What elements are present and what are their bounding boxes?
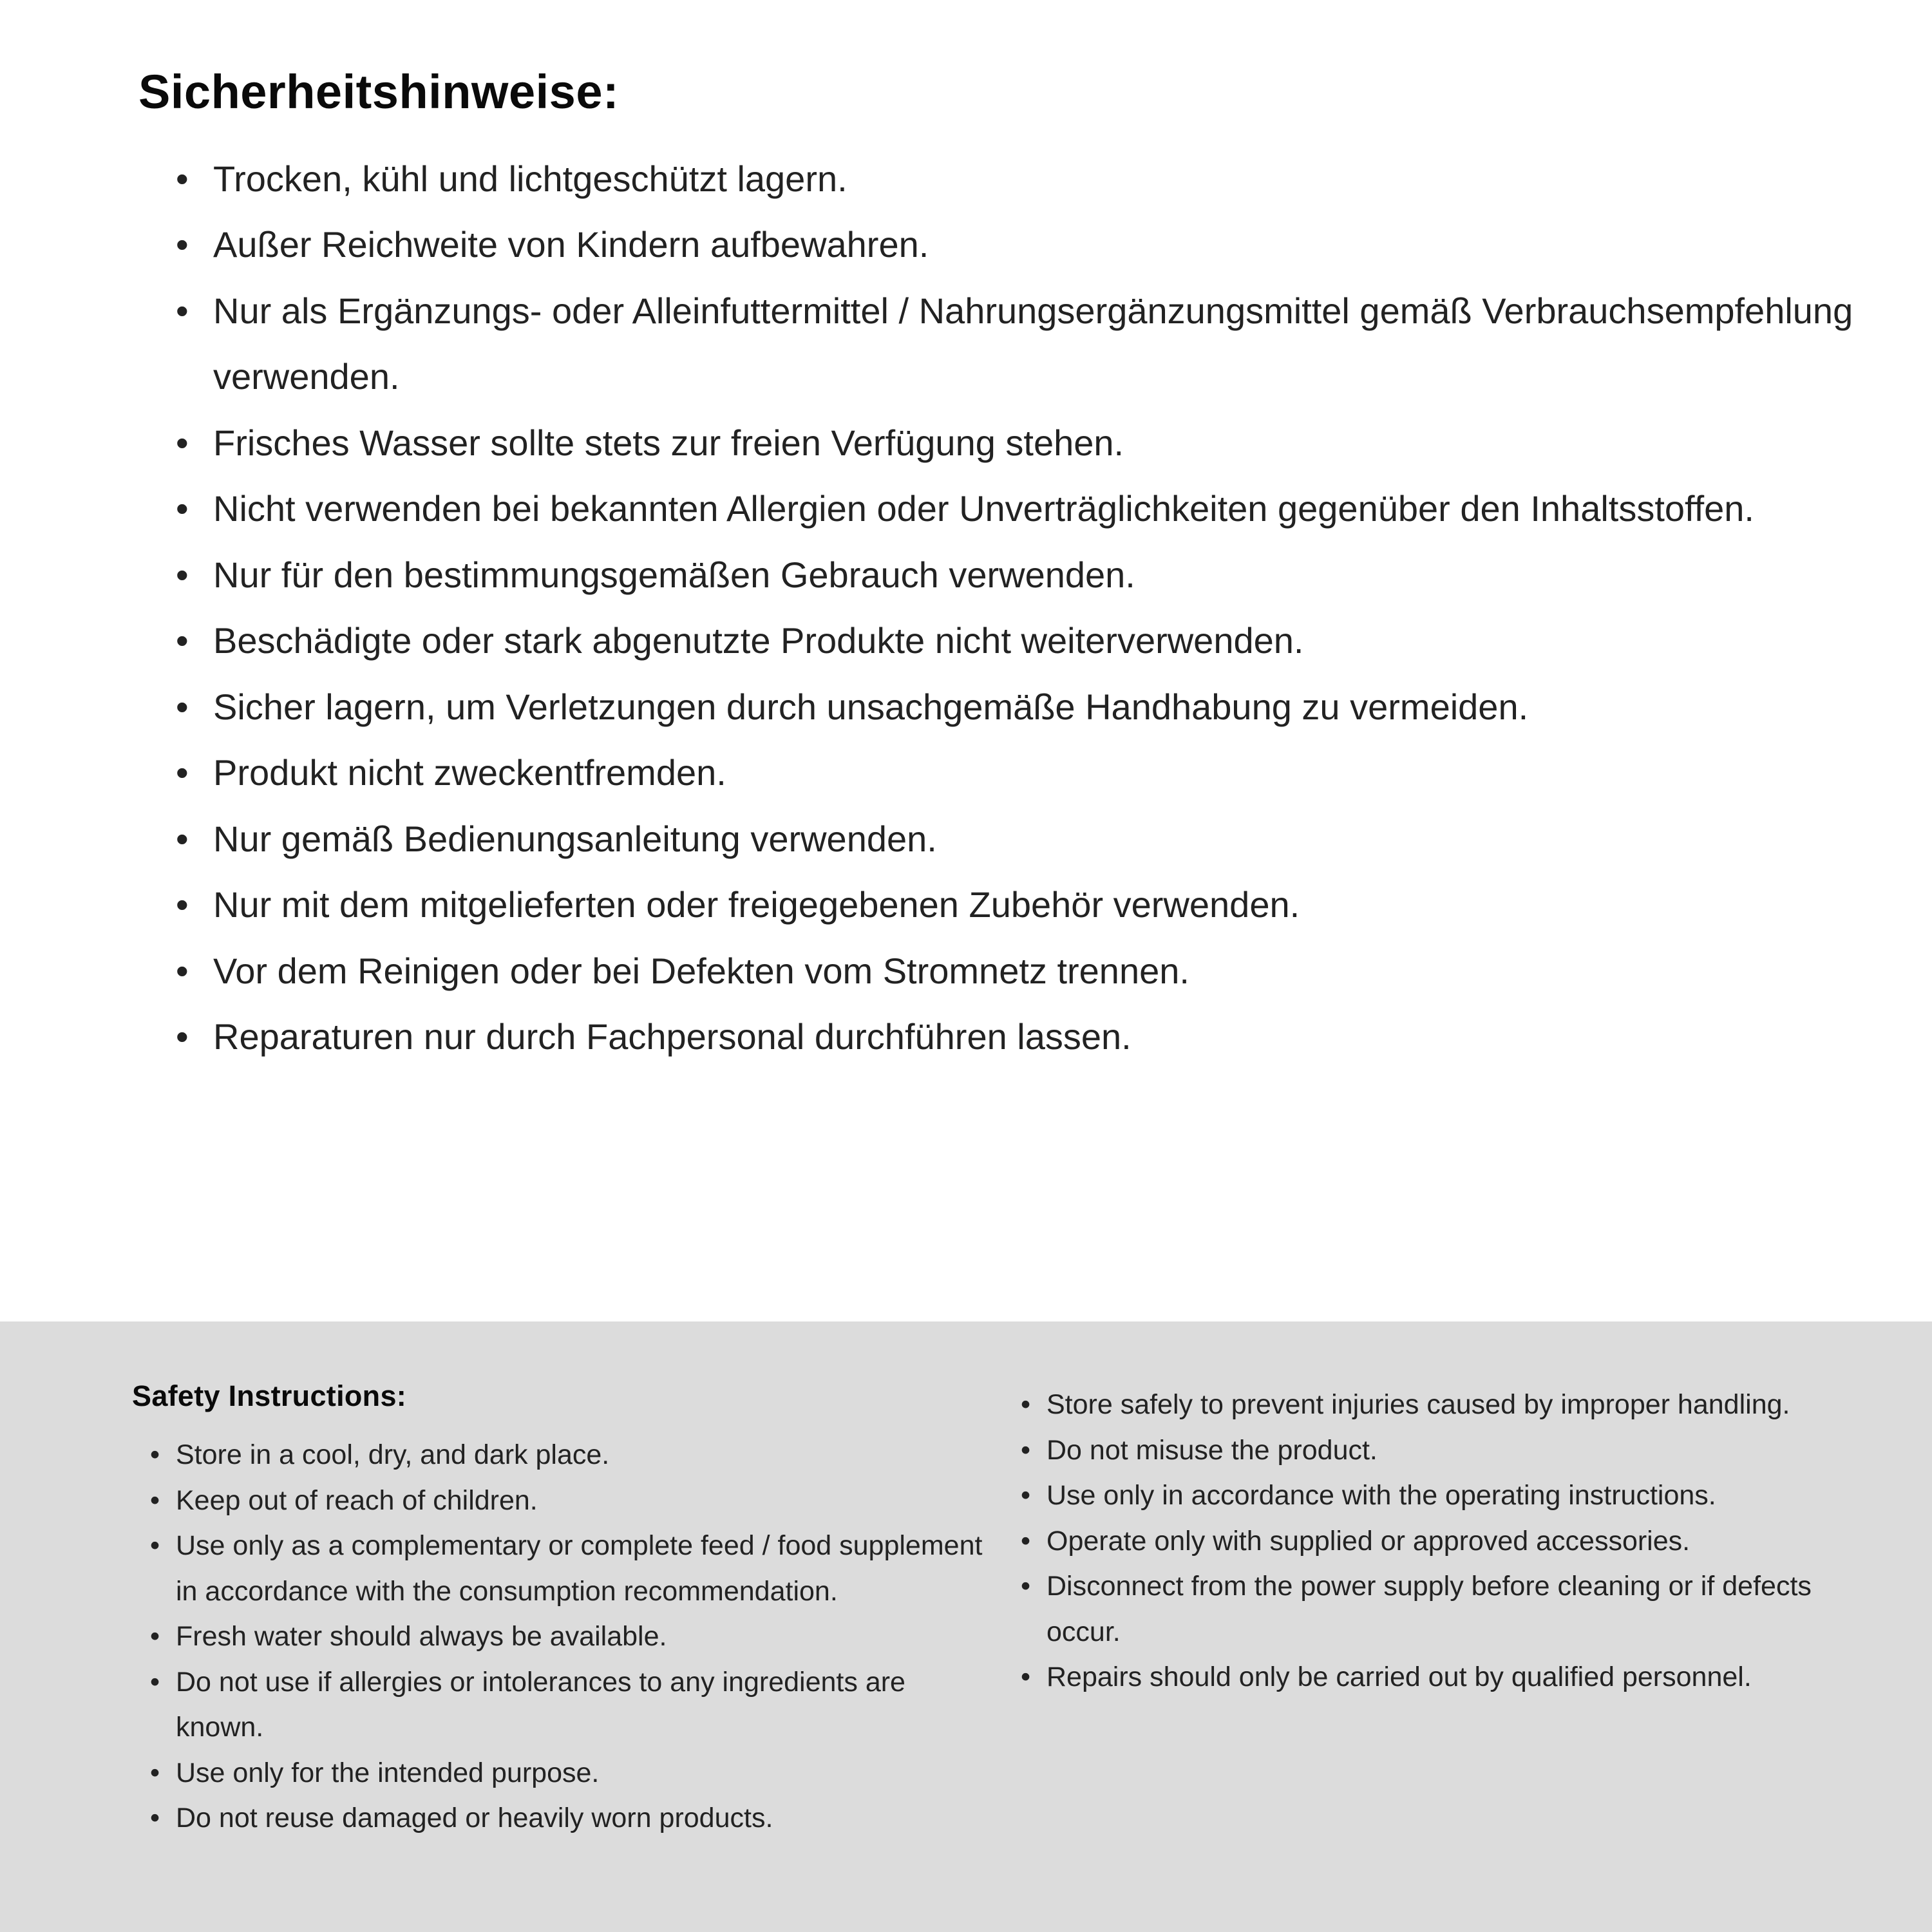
list-item: • Use only in accordance with the operating instructions.: [1021, 1473, 1842, 1519]
list-item: • Vor dem Reinigen oder bei Defekten vom Stromnetz trennen.: [176, 938, 1861, 1004]
list-item: • Repairs should only be carried out by qualified personnel.: [1021, 1654, 1842, 1700]
list-item: • Beschädigte oder stark abgenutzte Produkte nicht weiterverwenden.: [176, 608, 1861, 674]
list-item: • Use only for the intended purpose.: [150, 1750, 989, 1796]
list-item: • Use only as a complementary or complete feed / food supplement in accordance with the consumption recommendation.: [150, 1523, 989, 1614]
list-item: • Nur als Ergänzungs- oder Alleinfuttermittel / Nahrungsergänzungsmittel gemäß Verbrauchsempfehlung verwenden.: [176, 278, 1861, 410]
list-item: • Store in a cool, dry, and dark place.: [150, 1432, 989, 1478]
list-item: • Do not reuse damaged or heavily worn products.: [150, 1795, 989, 1841]
list-item: • Do not misuse the product.: [1021, 1428, 1842, 1473]
english-safety-section: [0, 1321, 1932, 1932]
list-item: • Reparaturen nur durch Fachpersonal durchführen lassen.: [176, 1004, 1861, 1070]
list-item: • Do not use if allergies or intolerances to any ingredients are known.: [150, 1660, 989, 1750]
list-item: • Keep out of reach of children.: [150, 1478, 989, 1524]
english-left-column: [132, 1379, 989, 1932]
english-left-list: [150, 1432, 989, 1841]
list-item: • Store safely to prevent injuries caused by improper handling.: [1021, 1382, 1842, 1428]
list-item: • Produkt nicht zweckentfremden.: [176, 740, 1861, 806]
list-item: • Operate only with supplied or approved accessories.: [1021, 1519, 1842, 1564]
list-item: • Disconnect from the power supply before cleaning or if defects occur.: [1021, 1564, 1842, 1654]
list-item: • Nur für den bestimmungsgemäßen Gebrauch verwenden.: [176, 542, 1861, 608]
list-item: • Fresh water should always be available.: [150, 1614, 989, 1660]
list-item: • Nicht verwenden bei bekannten Allergien oder Unverträglichkeiten gegenüber den Inhaltsstoffen.: [176, 476, 1861, 542]
english-heading: Safety Instructions:: [132, 1379, 407, 1412]
list-item: • Nur gemäß Bedienungsanleitung verwenden.: [176, 806, 1861, 872]
list-item: • Außer Reichweite von Kindern aufbewahren.: [176, 212, 1861, 278]
german-safety-list: [176, 146, 1861, 1070]
list-item: • Frisches Wasser sollte stets zur freien Verfügung stehen.: [176, 410, 1861, 476]
english-right-list: [1021, 1382, 1842, 1700]
list-item: • Nur mit dem mitgelieferten oder freigegebenen Zubehör verwenden.: [176, 872, 1861, 938]
english-right-column: [1021, 1379, 1842, 1932]
list-item: • Sicher lagern, um Verletzungen durch unsachgemäße Handhabung zu vermeiden.: [176, 674, 1861, 740]
german-heading: Sicherheitshinweise:: [138, 65, 620, 118]
list-item: • Trocken, kühl und lichtgeschützt lagern.: [176, 146, 1861, 212]
